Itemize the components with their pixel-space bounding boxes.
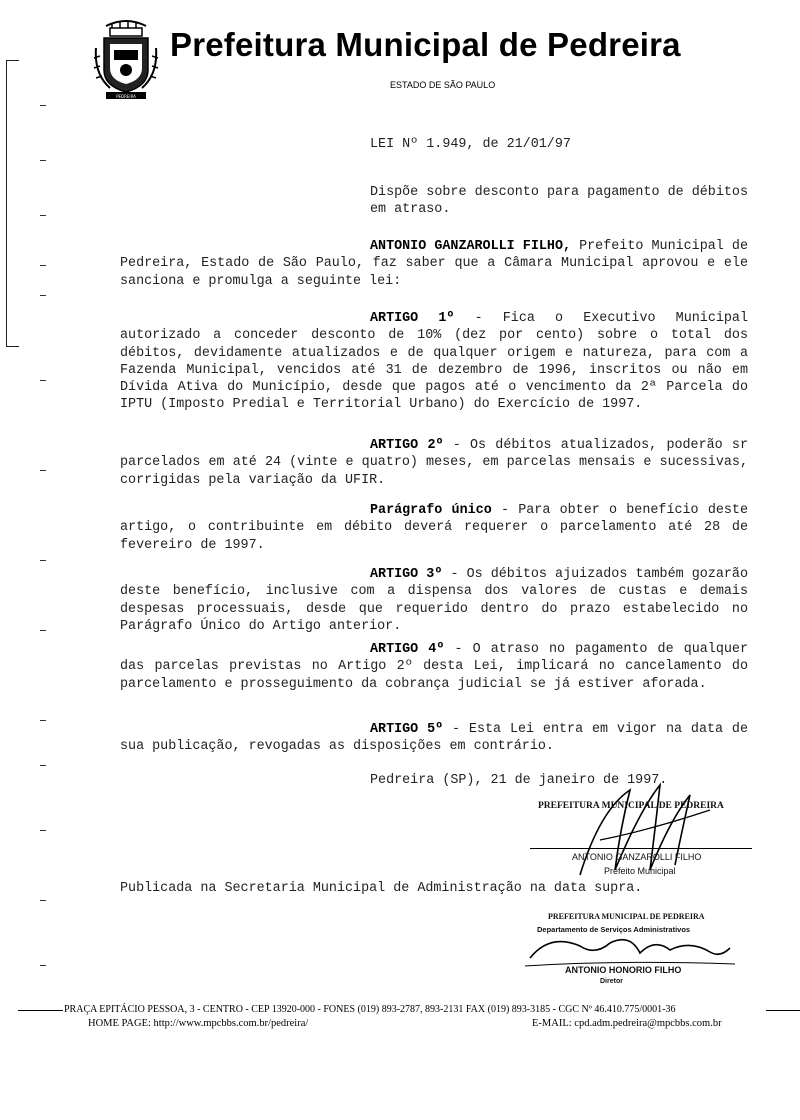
stamp2-org: PREFEITURA MUNICIPAL DE PEDREIRA <box>548 912 705 921</box>
footer-homepage: HOME PAGE: http://www.mpcbbs.com.br/pedreira/ <box>88 1018 309 1029</box>
place-date: Pedreira (SP), 21 de janeiro de 1997. <box>370 773 668 788</box>
footer-rule-right <box>766 1010 800 1011</box>
page-title: Prefeitura Municipal de Pedreira <box>170 26 681 63</box>
law-number: LEI Nº 1.949, de 21/01/97 <box>370 137 571 152</box>
stamp2-dept: Departamento de Serviços Administrativos <box>537 925 691 934</box>
director-title: Diretor <box>600 978 623 985</box>
article-2-paragraph: Parágrafo único - Para obter o benefício deste artigo, o contribuinte em débito deverá requerer o parcelamento até 28 de fevereiro de 1997. <box>120 503 748 553</box>
law-summary: Dispõe sobre desconto para pagamento de débitos em atraso. <box>370 185 748 218</box>
mayor-signature <box>560 770 750 880</box>
publication-note: Publicada na Secretaria Municipal de Administração na data supra. <box>120 881 643 896</box>
page-subtitle: ESTADO DE SÃO PAULO <box>390 80 496 90</box>
city-crest-logo <box>92 18 160 104</box>
article-2: ARTIGO 2º - Os débitos atualizados, poderão sr parcelados em até 24 (vinte e quatro) meses, em parcelas mensais e sucessivas, corrigidas pela variação da UFIR. <box>120 438 748 488</box>
mayor-title: Prefeito Municipal <box>604 866 676 876</box>
org-stamp: PREFEITURA MUNICIPAL DE PEDREIRA <box>538 801 724 811</box>
mayor-name: ANTONIO GANZAROLLI FILHO, <box>370 239 572 254</box>
mayor-name-signed: ANTONIO GANZAROLLI FILHO <box>572 852 702 862</box>
article-3: ARTIGO 3º - Os débitos ajuizados também gozarão deste benefício, inclusive com a dispensa dos valores de custas e demais despesas processuais, desde que requerido dentro do prazo estabelecido no Parágrafo Único do Artigo anterior. <box>120 567 748 634</box>
director-name: ANTONIO HONORIO FILHO <box>565 965 682 975</box>
margin-bracket <box>6 60 19 347</box>
signature-line <box>530 848 752 849</box>
preamble: ANTONIO GANZAROLLI FILHO, Prefeito Municipal de Pedreira, Estado de São Paulo, faz saber que a Câmara Municipal aprovou e ele sanciona e promulga a seguinte lei: <box>120 239 748 289</box>
footer-rule-left <box>18 1010 63 1011</box>
article-4: ARTIGO 4º - O atraso no pagamento de qualquer das parcelas previstas no Artigo 2º desta Lei, implicará no cancelamento do parcelamento e prosseguimento da cobrança judicial se já estiver aforada. <box>120 642 748 692</box>
article-1: ARTIGO 1º - Fica o Executivo Municipal autorizado a conceder desconto de 10% (dez por cento) sobre o total dos débitos, devidamente atualizados e de qualquer origem e natureza, para com a Fazenda Municipal, vencidos até 31 de dezembro de 1996, inscritos ou não em Dívida Ativa do Município, desde que pagos até o vencimento da 2ª Parcela do IPTU (Imposto Predial e Territorial Urbano) do Exercício de 1997. <box>120 311 748 413</box>
footer-address: PRAÇA EPITÁCIO PESSOA, 3 - CENTRO - CEP 13920-000 - FONES (019) 893-2787, 893-2131 FAX (019) 893-3185 - CGC Nº 46.410.775/0001-36 <box>64 1004 676 1015</box>
footer-email: E-MAIL: cpd.adm.pedreira@mpcbbs.com.br <box>532 1018 722 1029</box>
svg-text:PEDREIRA: PEDREIRA <box>116 94 136 99</box>
article-5: ARTIGO 5º - Esta Lei entra em vigor na data de sua publicação, revogadas as disposições em contrário. <box>120 722 748 755</box>
